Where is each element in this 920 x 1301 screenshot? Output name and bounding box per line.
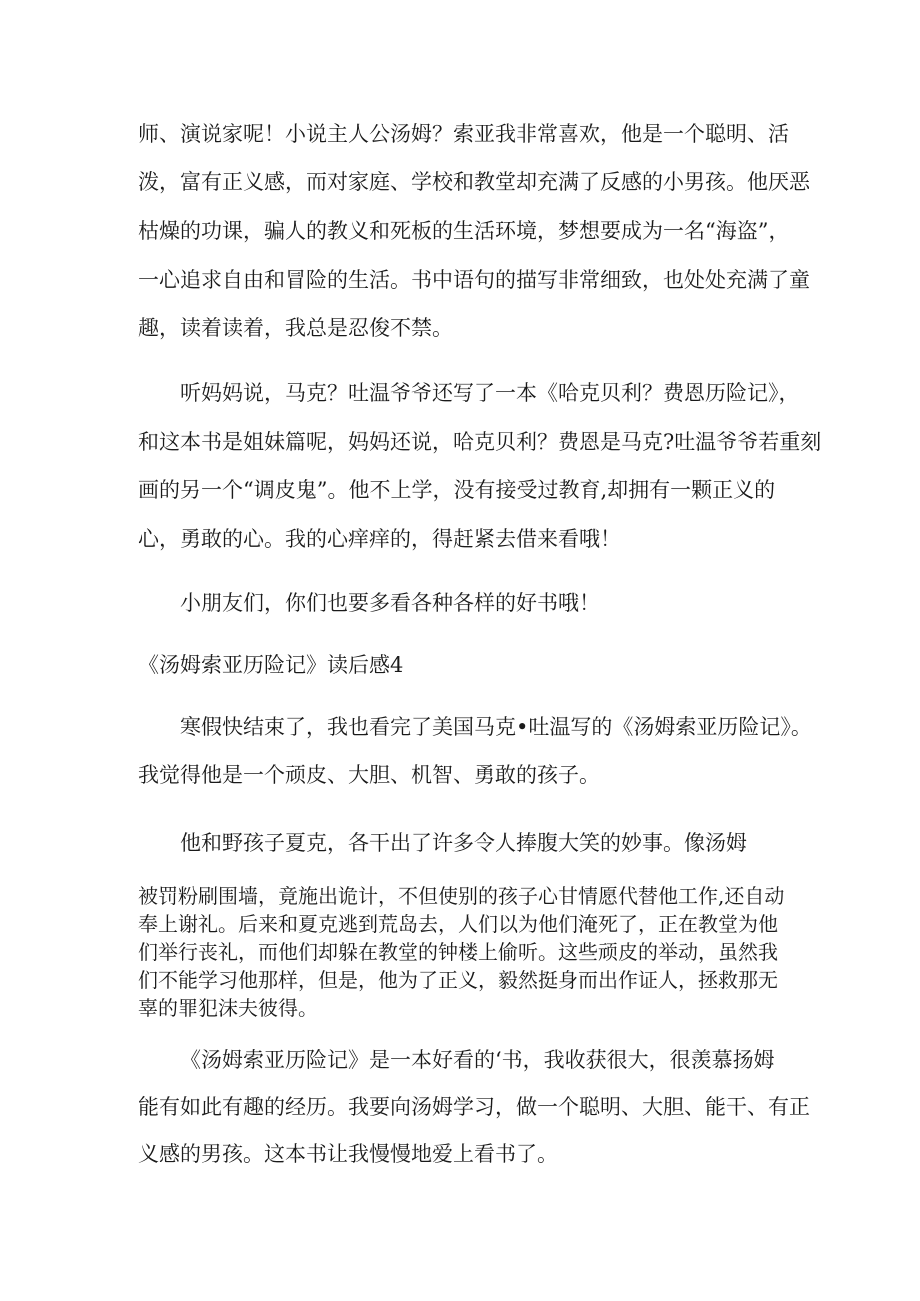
paragraph-line: 趣，读着读着，我总是忍俊不禁。: [138, 316, 453, 340]
paragraph-line: 和这本书是姐妹篇呢，妈妈还说，哈克贝利？费恩是马克?吐温爷爷若重刻: [138, 430, 822, 454]
paragraph-line: 听妈妈说，马克？吐温爷爷还写了一本《哈克贝利？费恩历险记》，: [180, 381, 800, 405]
paragraph-line: 泼，富有正义感，而对家庭、学校和教堂却充满了反感的小男孩。他厌恶: [138, 170, 810, 194]
paragraph-line: 奉上谢礼。后来和夏克逃到荒岛去，人们以为他们淹死了，正在教堂为他: [138, 912, 778, 936]
paragraph-line: 枯燥的功课，骗人的教义和死板的生活环境，梦想要成为一名“海盗”，: [138, 219, 790, 243]
paragraph-line: 一心追求自由和冒险的生活。书中语句的描写非常细致，也处处充满了童: [138, 268, 810, 292]
section-title: 《汤姆索亚历险记》读后感4: [138, 653, 404, 677]
paragraph-line: 寒假快结束了，我也看完了美国马克•吐温写的《汤姆索亚历险记》。: [180, 715, 812, 739]
paragraph-line: 心，勇敢的心。我的心痒痒的，得赶紧去借来看哦！: [138, 527, 621, 551]
paragraph-line: 辜的罪犯沫夫彼得。: [138, 996, 318, 1020]
paragraph-line: 被罚粉刷围墙，竟施出诡计，不但使别的孩子心甘情愿代替他工作,还自动: [138, 884, 785, 908]
paragraph-line: 师、演说家呢！小说主人公汤姆？索亚我非常喜欢，他是一个聪明、活: [138, 122, 789, 146]
paragraph-line: 小朋友们，你们也要多看各种各样的好书哦！: [180, 591, 600, 615]
paragraph-line: 我觉得他是一个顽皮、大胆、机智、勇敢的孩子。: [138, 763, 600, 787]
paragraph-line: 能有如此有趣的经历。我要向汤姆学习，做一个聪明、大胆、能干、有正: [138, 1095, 810, 1119]
paragraph-line: 义感的男孩。这本书让我慢慢地爱上看书了。: [138, 1142, 558, 1166]
paragraph-line: 《汤姆索亚历险记》是一本好看的‘书，我收获很大，很羡慕扬姆: [180, 1048, 775, 1072]
paragraph-line: 画的另一个“调皮鬼”。他不上学，没有接受过教育,却拥有一颗正义的: [138, 478, 776, 502]
paragraph-line: 们举行丧礼，而他们却躲在教堂的钟楼上偷听。这些顽皮的举动，虽然我: [138, 940, 778, 964]
paragraph-line: 他和野孩子夏克，各干出了许多令人捧腹大笑的妙事。像汤姆: [180, 831, 747, 855]
paragraph-line: 们不能学习他那样，但是，他为了正义，毅然挺身而出作证人，拯救那无: [138, 968, 778, 992]
